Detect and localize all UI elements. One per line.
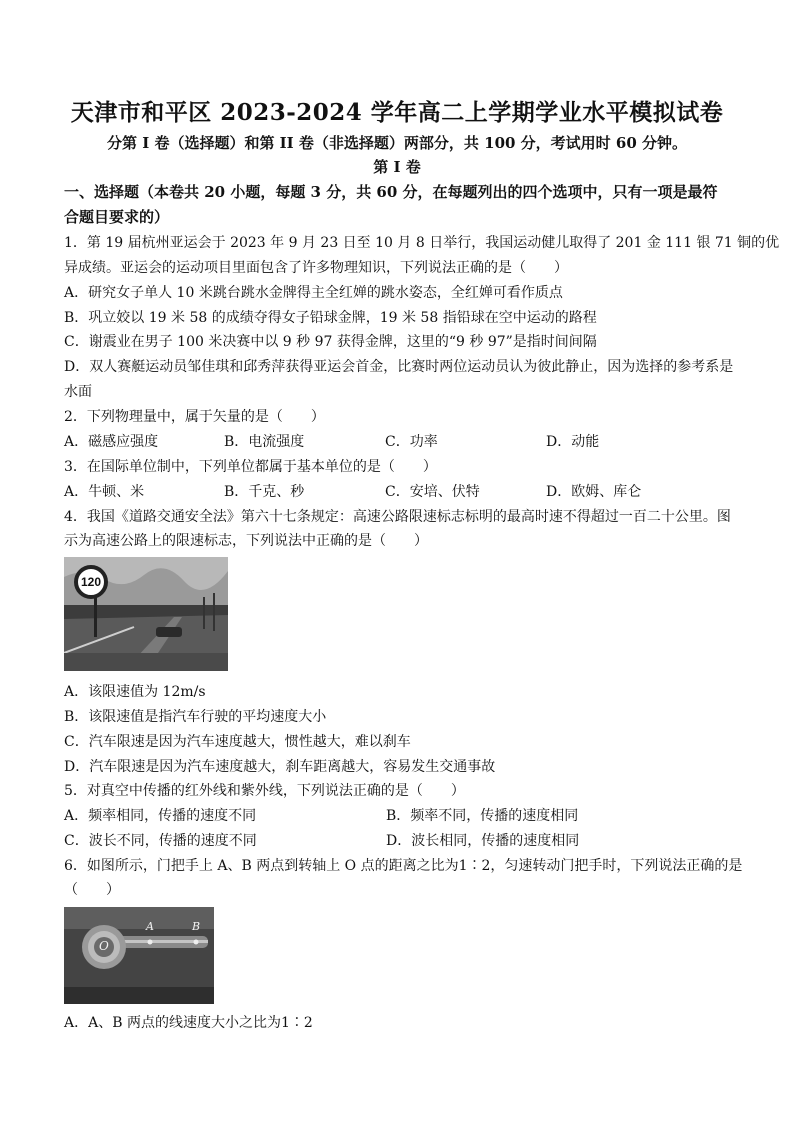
q1-option-a: A．研究女子单人 10 米跳台跳水金牌得主全红婵的跳水姿态，全红婵可看作质点 bbox=[64, 285, 563, 301]
q1-stem-line2: 异成绩。亚运会的运动项目里面包含了许多物理知识，下列说法正确的是（ ） bbox=[64, 260, 568, 276]
point-a-label: A bbox=[146, 920, 154, 933]
q6-option-a: A．A、B 两点的线速度大小之比为1∶2 bbox=[64, 1015, 313, 1031]
q4-stem-line1: 4．我国《道路交通安全法》第六十七条规定：高速公路限速标志标明的最高时速不得超过一百二十公里。图 bbox=[64, 509, 731, 525]
q4-option-b: B．该限速值是指汽车行驶的平均速度大小 bbox=[64, 709, 327, 725]
q1-stem-line1: 1．第 19 届杭州亚运会于 2023 年 9 月 23 日至 10 月 8 日举行，我国运动健儿取得了 201 金 111 银 71 铜的优 bbox=[64, 235, 780, 251]
q5-option-d: D．波长相同，传播的速度相同 bbox=[386, 833, 580, 849]
q2-option-b: B．电流强度 bbox=[224, 434, 305, 450]
door-handle-photo bbox=[64, 907, 214, 1004]
q1-option-d-line1: D．双人赛艇运动员邹佳琪和邱秀萍获得亚运会首金，比赛时两位运动员认为彼此静止，因为选择的参考系是 bbox=[64, 359, 734, 375]
q5-stem: 5．对真空中传播的红外线和紫外线，下列说法正确的是（ ） bbox=[64, 783, 465, 799]
q3-option-d: D．欧姆、库仑 bbox=[546, 484, 642, 500]
q6-stem-line1: 6．如图所示，门把手上 A、B 两点到转轴上 O 点的距离之比为1∶2，匀速转动门把手时，下列说法正确的是 bbox=[64, 858, 743, 874]
q5-option-b: B．频率不同，传播的速度相同 bbox=[386, 808, 579, 824]
point-b-label: B bbox=[192, 920, 201, 933]
q3-stem: 3．在国际单位制中，下列单位都属于基本单位的是（ ） bbox=[64, 459, 437, 475]
speed-limit-photo bbox=[64, 557, 228, 671]
q2-option-c: C．功率 bbox=[385, 434, 438, 450]
q4-option-c: C．汽车限速是因为汽车速度越大，惯性越大，难以刹车 bbox=[64, 734, 411, 750]
speed-limit-sign bbox=[74, 565, 108, 599]
q4-option-a: A．该限速值为 12m/s bbox=[64, 684, 206, 700]
q1-option-b: B．巩立姣以 19 米 58 的成绩夺得女子铅球金牌，19 米 58 指铅球在空中运动的路程 bbox=[64, 310, 597, 326]
q4-stem-line2: 示为高速公路上的限速标志，下列说法中正确的是（ ） bbox=[64, 533, 428, 549]
q5-option-a: A．频率相同，传播的速度不同 bbox=[64, 808, 257, 824]
speed-limit-sign-value: 120 bbox=[80, 575, 102, 589]
section-heading-line2: 合题目要求的） bbox=[64, 208, 170, 226]
point-o-label: O bbox=[99, 939, 109, 953]
q6-stem-line2: （ ） bbox=[64, 882, 120, 898]
q1-option-c: C．谢震业在男子 100 米决赛中以 9 秒 97 获得金牌，这里的“9 秒 97”是指时间间隔 bbox=[64, 334, 597, 350]
exam-title: 天津市和平区 2023-2024 学年高二上学期学业水平模拟试卷 bbox=[70, 99, 724, 126]
q1-option-d-line2: 水面 bbox=[64, 384, 92, 400]
exam-subtitle: 分第 I 卷（选择题）和第 II 卷（非选择题）两部分，共 100 分，考试用时 60 分钟。 bbox=[106, 134, 687, 152]
q4-option-d: D．汽车限速是因为汽车速度越大，刹车距离越大，容易发生交通事故 bbox=[64, 759, 496, 775]
q2-stem: 2．下列物理量中，属于矢量的是（ ） bbox=[64, 409, 325, 425]
q3-option-a: A．牛顿、米 bbox=[64, 484, 145, 500]
q2-option-d: D．动能 bbox=[546, 434, 600, 450]
q2-option-a: A．磁感应强度 bbox=[64, 434, 159, 450]
part-heading: 第 I 卷 bbox=[373, 158, 421, 176]
q3-option-b: B．千克、秒 bbox=[224, 484, 305, 500]
q3-option-c: C．安培、伏特 bbox=[385, 484, 480, 500]
q5-option-c: C．波长不同，传播的速度不同 bbox=[64, 833, 257, 849]
section-heading-line1: 一、选择题（本卷共 20 小题，每题 3 分，共 60 分，在每题列出的四个选项中，只有一项是最符 bbox=[64, 183, 718, 201]
